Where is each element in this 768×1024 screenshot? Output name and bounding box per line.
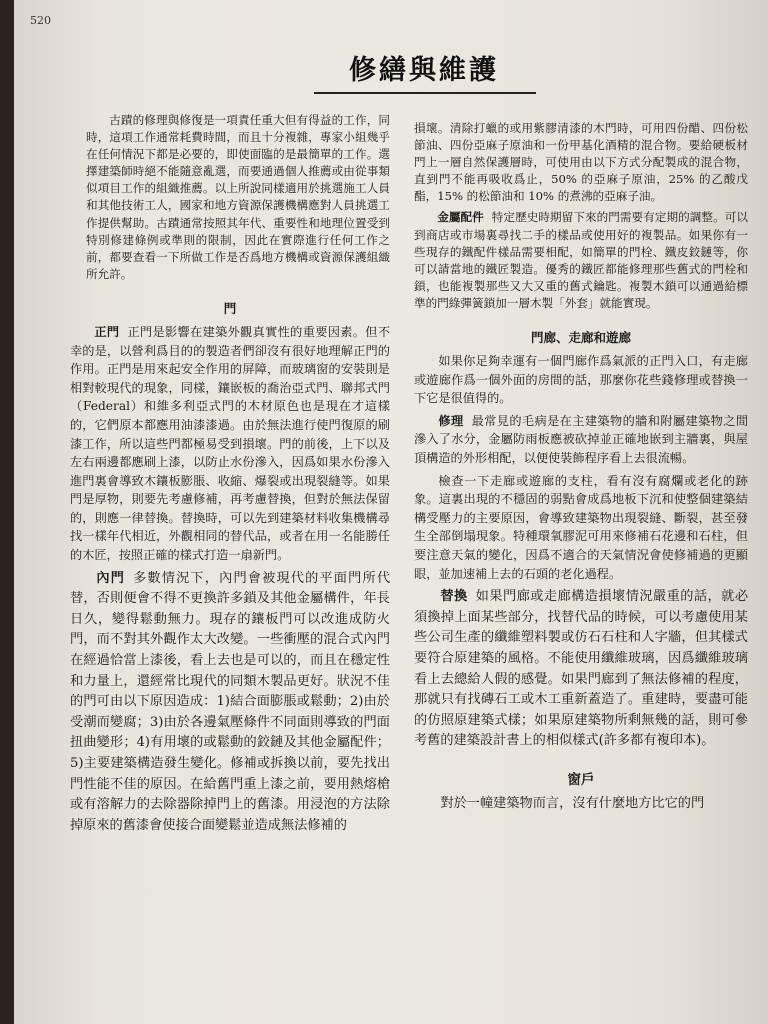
repair-text: 最常見的毛病是在主建築物的牆和附屬建築物之間滲入了水分，金屬防雨板應被砍掉並正確地嵌到主牆裏，與屋頂構造的外形相配，以便使裝飾程序看上去很流暢。 xyxy=(414,413,749,465)
inspect-paragraph: 檢查一下走廊或遊廊的支柱，看有沒有腐爛或老化的跡象。這裏出現的不穩固的弱點會成爲地板下沉和使整個建築結構受壓力的主要原因，會導致建築物出現裂縫、斷裂，甚至發生全部倒塌現象。特種環氧膠泥可用來修補石花邊和石柱，但要注意天氣的變化，因爲不適合的天氣情況會使修補過的更顯眼，並加速補上去的石頭的老化過程。 xyxy=(414,473,748,581)
intro-paragraph: 古蹟的修理與修復是一項責任重大但有得益的工作，同時，這項工作通常耗費時間，而且十分複雜，專家小組幾乎在任何情況下都是必要的，即使面臨的是最簡單的工作。選擇建築師時絕不能隨意亂選，而要通過個人推薦或由從事類似項目工作的組織推薦。以上所說同樣適用於挑選施工人員和其他技術工人，國家和地方資源保護機構應對人員挑選工作提供幫助。古蹟通常按照其年代、重要性和地理位置受到特別修建條例或準則的限制，因此在實際進行任何工作之前，都要查看一下所做工作是否爲地方機構或資源保護組織所允許。 xyxy=(86,113,390,281)
replace-text: 如果門廊或走廊構造損壞情況嚴重的話，就必須換掉上面某些部分，找替代品的時候，可以考慮使用某些公司生產的纖維塑料製或仿石石柱和人字牆，但其樣式要符合原建築的風格。不能使用纖維玻璃，因爲纖維玻璃看上去總給人假的感覺。如果門廊到了無法修補的程度，那就只有找磚石工或木工重新蓋造了。重建時，要盡可能的仿照原建築式樣；如果原建築物所剩無幾的話，則可參考舊的建築設計書上的相似樣式(許多都有複印本)。 xyxy=(414,589,749,749)
continued-paragraph: 損壞。清除打蠟的或用紫膠清漆的木門時，可用四份醋、四份松節油、四份亞麻子原油和一份甲基化酒精的混合物。要給硬板材門上一層自然保護層時，可使用由以下方式分配製成的混合物，直到門不能再吸收爲止，50% 的亞麻子原油，25% 的乙酸戊酯，15% 的松節油和 10% 的煮沸的亞麻子油。 xyxy=(414,121,748,204)
inner-door-label: 內門 xyxy=(96,570,126,586)
right-column xyxy=(414,120,748,819)
book-page xyxy=(14,0,768,1024)
section-heading-door: 門 xyxy=(223,300,237,316)
metal-fittings-label: 金屬配件 xyxy=(437,210,484,225)
porch-intro-paragraph: 如果你足夠幸運有一個門廊作爲氣派的正門入口，有走廊或遊廊作爲一個外面的房間的話，那麼你花些錢修理或替換一下它是很值得的。 xyxy=(414,354,748,406)
replace-label: 替換 xyxy=(440,589,468,605)
window-paragraph: 對於一幢建築物而言，沒有什麼地方比它的門 xyxy=(440,795,705,811)
front-door-paragraph xyxy=(70,323,390,565)
front-door-label: 正門 xyxy=(94,324,120,339)
page-title: 修繕與維護 xyxy=(349,55,499,86)
title-underline xyxy=(314,92,536,94)
inner-door-paragraph xyxy=(70,569,390,837)
metal-fittings-paragraph xyxy=(414,209,748,312)
front-door-text: 正門是影響在建築外觀真實性的重要因素。但不幸的是，以營利爲目的的製造者們卻沒有很好地理解正門的作用。正門是用來起安全作用的屏障，而玻璃窗的安裝則是相對較現代的現象，同樣，鑲嵌板的喬治亞式門、聯邦式門（Federal）和維多利亞式門的木材原色也是現在才這樣的，它們原本都應用油漆漆過。由於無法進行使門復原的刷漆工作，所以這些門都極易受到損壞。門的前後，上下以及左右兩邊都應刷上漆，以防止水份滲入，因爲如果水份滲入進門裏會導致木鑲板膨脹、收縮、爆裂或出現裂縫等。如果門是厚物，則要先考慮修補，再考慮替換，但對於無法保留的，則應一律替換。替換時，可以先到建築材料收集機構尋找一樣年代相近，外觀相同的替代品，或者在用一名能勝任的木匠，按照正確的樣式打造一扇新門。 xyxy=(70,324,391,563)
repair-label: 修理 xyxy=(438,413,464,428)
left-column xyxy=(70,112,390,840)
replace-paragraph xyxy=(414,587,748,752)
section-heading-window: 窗戶 xyxy=(567,771,595,788)
section-heading-porch: 門廊、走廊和遊廊 xyxy=(530,330,631,346)
metal-fittings-text: 特定歷史時期留下來的門需要有定期的調整。可以到商店或市場裏尋找二手的樣品或使用好的複製品。如果你有一些現存的鐵配件樣品需要相配，如簡單的門栓、鐵皮鉸鏈等，你可以請當地的鐵匠製造。優秀的鐵匠都能修理那些舊式的門栓和鎖，也能複製那些又大又重的舊式鑰匙。複製木鎖可以通過給標準的門綠彈簧鎖加一層木製「外套」就能實現。 xyxy=(414,210,748,310)
page-number: 520 xyxy=(30,14,51,27)
inner-door-text: 多數情況下，內門會被現代的平面門所代替，否則便會不得不更換許多鎖及其他金屬構件，年長日久，變得鬆動無力。現存的鑲板門可以改進成防火門，而不對其外觀作太大改變。一些衝壓的混合式內門在經過恰當上漆後，看上去也是可以的，而且在穩定性和力量上，還經常比現代的同類木製品更好。狀況不佳的門可由以下原因造成：1)結合面膨脹或鬆動；2)由於受潮而變腐；3)由於各邊氣壓條件不同面則導致的門面扭曲變形；4)有用壞的或鬆動的鉸鏈及其他金屬配件；5)主要建築構造發生變化。修補或拆換以前，要先找出門性能不佳的原因。在給舊門重上漆之前，要用熱熔槍或有溶解力的去除器除掉門上的舊漆。用浸泡的方法除掉原來的舊漆會使接合面變鬆並造成無法修補的 xyxy=(70,570,391,833)
repair-paragraph xyxy=(414,412,748,468)
